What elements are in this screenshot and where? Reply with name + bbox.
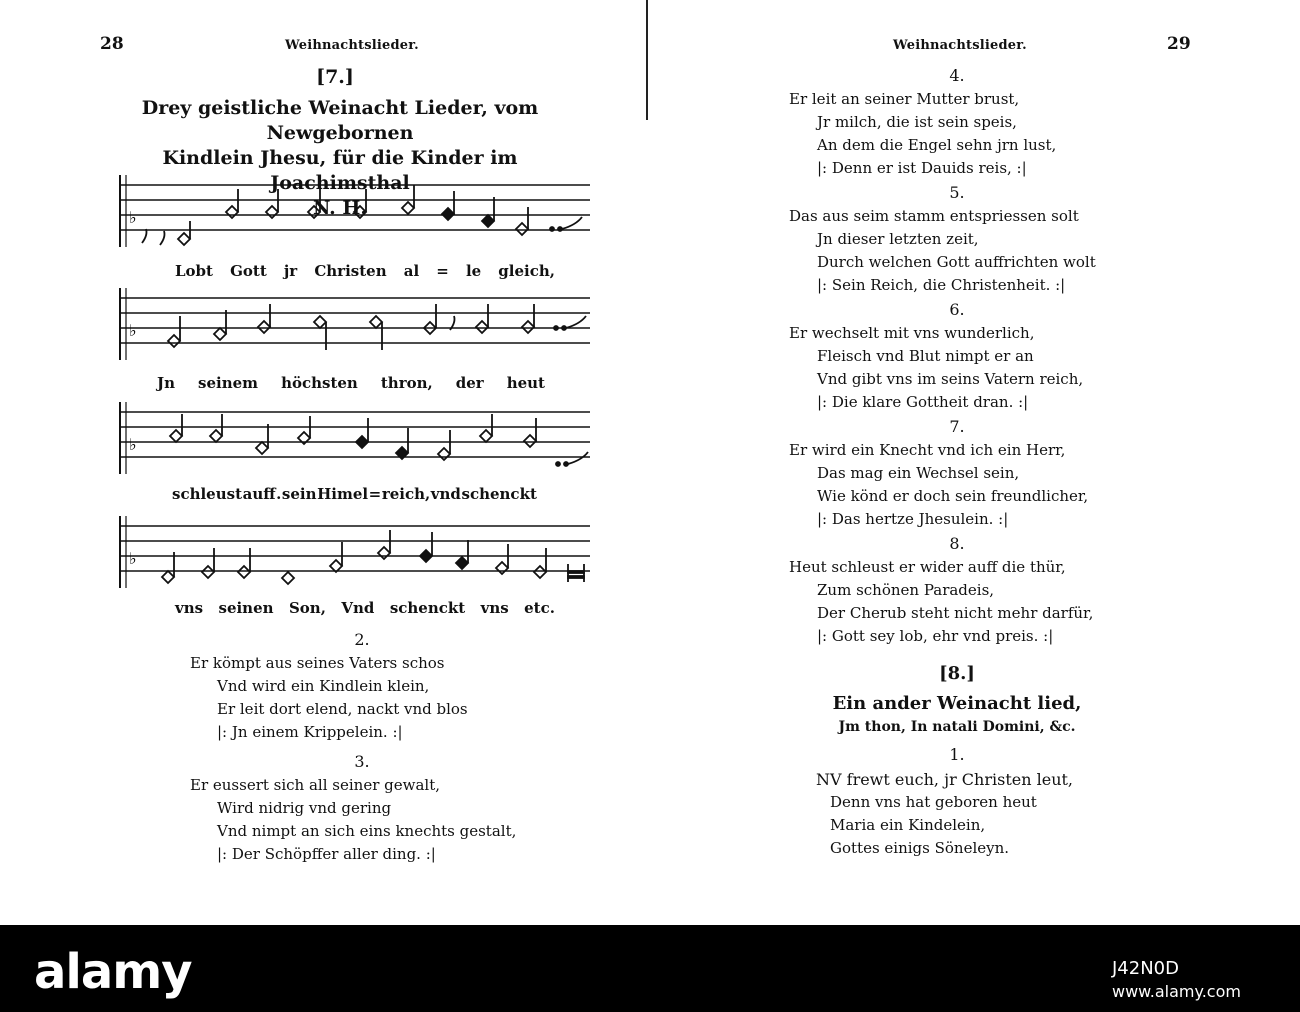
verse-line: Heut schleust er wider auff die thür,: [789, 558, 1066, 576]
music-staff-1: [112, 175, 592, 250]
svg-text:♭: ♭: [129, 321, 137, 340]
verse-line: Denn vns hat geboren heut: [830, 793, 1037, 811]
lyric-syllable: schenckt: [461, 485, 537, 503]
verse-line: Er kömpt aus seines Vaters schos: [190, 654, 445, 672]
lyric-syllable: thron,: [380, 374, 433, 392]
verse-line: Er wird ein Knecht vnd ich ein Herr,: [789, 441, 1066, 459]
svg-text:♭: ♭: [129, 435, 137, 454]
verse-line: Jr milch, die ist sein speis,: [817, 113, 1017, 131]
lyric-syllable: Gott: [230, 262, 267, 280]
verse-line: Das aus seim stamm entspriessen solt: [789, 207, 1079, 225]
verse-line: Der Cherub steht nicht mehr darfür,: [817, 604, 1094, 622]
verse-number: 4.: [949, 66, 965, 85]
verse-line: An dem die Engel sehn jrn lust,: [817, 136, 1057, 154]
lyric-syllable: Himel: [317, 485, 369, 503]
running-head: Weihnachtslieder.: [893, 38, 1027, 53]
verse-line: |: Sein Reich, die Christenheit. :|: [817, 276, 1066, 294]
verse-line: Durch welchen Gott auffrichten wolt: [817, 253, 1096, 271]
verse-line: NV frewt euch, jr Christen leut,: [816, 770, 1074, 789]
music-staff-3: [112, 402, 592, 477]
running-head: Weihnachtslieder.: [285, 38, 419, 53]
verse-line: Er leit an seiner Mutter brust,: [789, 90, 1020, 108]
lyrics-line-1: [175, 262, 555, 280]
verse-line: |: Denn er ist Dauids reis, :|: [817, 159, 1027, 177]
lyric-syllable: seinen: [218, 599, 274, 617]
left-page: [0, 0, 640, 925]
lyric-syllable: der: [455, 374, 484, 392]
lyric-syllable: seinem: [198, 374, 259, 392]
verse-line: |: Die klare Gottheit dran. :|: [817, 393, 1029, 411]
lyric-syllable: höchsten: [281, 374, 358, 392]
verse-line: Vnd nimpt an sich eins knechts gestalt,: [217, 822, 517, 840]
lyric-syllable: =: [436, 262, 449, 280]
verse-line: Gottes einigs Söneleyn.: [830, 839, 1010, 857]
verse-line: Er eussert sich all seiner gewalt,: [190, 776, 440, 794]
verse-line: Das mag ein Wechsel sein,: [817, 464, 1020, 482]
verse-number: 2.: [354, 630, 370, 649]
image-id: J42N0D: [1112, 958, 1179, 979]
hymn-subtitle: Jm thon, In natali Domini, &c.: [838, 719, 1076, 735]
lyric-syllable: gleich,: [498, 262, 555, 280]
music-staff-2: [112, 288, 592, 363]
lyrics-line-3: [172, 485, 537, 503]
lyric-syllable: =: [368, 485, 382, 503]
lyric-syllable: schenckt: [389, 599, 466, 617]
svg-text:♭: ♭: [129, 208, 137, 227]
hymn-number: [7.]: [316, 66, 354, 88]
verse-line: |: Der Schöpffer aller ding. :|: [217, 845, 436, 863]
svg-text:♭: ♭: [129, 549, 137, 568]
lyric-syllable: le: [465, 262, 482, 280]
lyrics-line-2: [157, 374, 545, 392]
alamy-logo: alamy: [34, 944, 192, 1000]
verse-line: |: Jn einem Krippelein. :|: [217, 723, 403, 741]
verse-number: 3.: [354, 752, 370, 771]
verse-line: Wie könd er doch sein freundlicher,: [817, 487, 1089, 505]
verse-line: Fleisch vnd Blut nimpt er an: [817, 347, 1034, 365]
page-gutter: [646, 0, 648, 120]
verse-line: Zum schönen Paradeis,: [817, 581, 995, 599]
verse-number: 1.: [949, 745, 965, 764]
verse-line: Maria ein Kindelein,: [830, 816, 986, 834]
verse-line: |: Gott sey lob, ehr vnd preis. :|: [817, 627, 1054, 645]
lyric-syllable: Son,: [288, 599, 326, 617]
hymn-title: Ein ander Weinacht lied,: [832, 693, 1082, 714]
lyric-syllable: vnd: [430, 485, 461, 503]
title-line: Kindlein Jhesu, für die Kinder im Joachimsthal: [162, 147, 518, 194]
lyric-syllable: al: [403, 262, 420, 280]
verse-line: Er leit dort elend, nackt vnd blos: [217, 700, 468, 718]
lyric-syllable: vns: [175, 599, 204, 617]
lyric-syllable: reich,: [381, 485, 431, 503]
verse-line: Er wechselt mit vns wunderlich,: [789, 324, 1035, 342]
verse-number: 5.: [949, 183, 965, 202]
lyric-syllable: Lobt: [175, 262, 213, 280]
page-number: 29: [1167, 34, 1191, 54]
verse-number: 7.: [949, 417, 965, 436]
lyric-syllable: sein: [281, 485, 317, 503]
lyric-syllable: vns: [480, 599, 509, 617]
verse-line: Jn dieser letzten zeit,: [817, 230, 979, 248]
verse-line: Vnd wird ein Kindlein klein,: [217, 677, 430, 695]
lyric-syllable: auff: [242, 485, 276, 503]
lyric-syllable: .: [276, 485, 282, 503]
lyric-syllable: heut: [506, 374, 545, 392]
lyrics-line-4: [175, 599, 555, 617]
watermark-url: www.alamy.com: [1112, 982, 1241, 1001]
hymn-number: [8.]: [939, 663, 975, 684]
verse-number: 8.: [949, 534, 965, 553]
verse-number: 6.: [949, 300, 965, 319]
lyric-syllable: Christen: [314, 262, 387, 280]
verse-line: Wird nidrig vnd gering: [217, 799, 392, 817]
lyric-syllable: Vnd: [341, 599, 375, 617]
right-page: [652, 0, 1300, 925]
verse-line: |: Das hertze Jhesulein. :|: [817, 510, 1009, 528]
lyric-syllable: Jn: [157, 374, 176, 392]
watermark-bar: [0, 925, 1300, 1012]
lyric-syllable: jr: [283, 262, 298, 280]
page-number: 28: [100, 34, 124, 54]
lyric-syllable: schleust: [172, 485, 243, 503]
title-line: Drey geistliche Weinacht Lieder, vom Newgebornen: [141, 97, 539, 144]
music-staff-4: [112, 516, 592, 591]
lyric-syllable: etc.: [524, 599, 555, 617]
verse-line: Vnd gibt vns im seins Vatern reich,: [817, 370, 1084, 388]
title-line: N. H.: [313, 197, 367, 219]
